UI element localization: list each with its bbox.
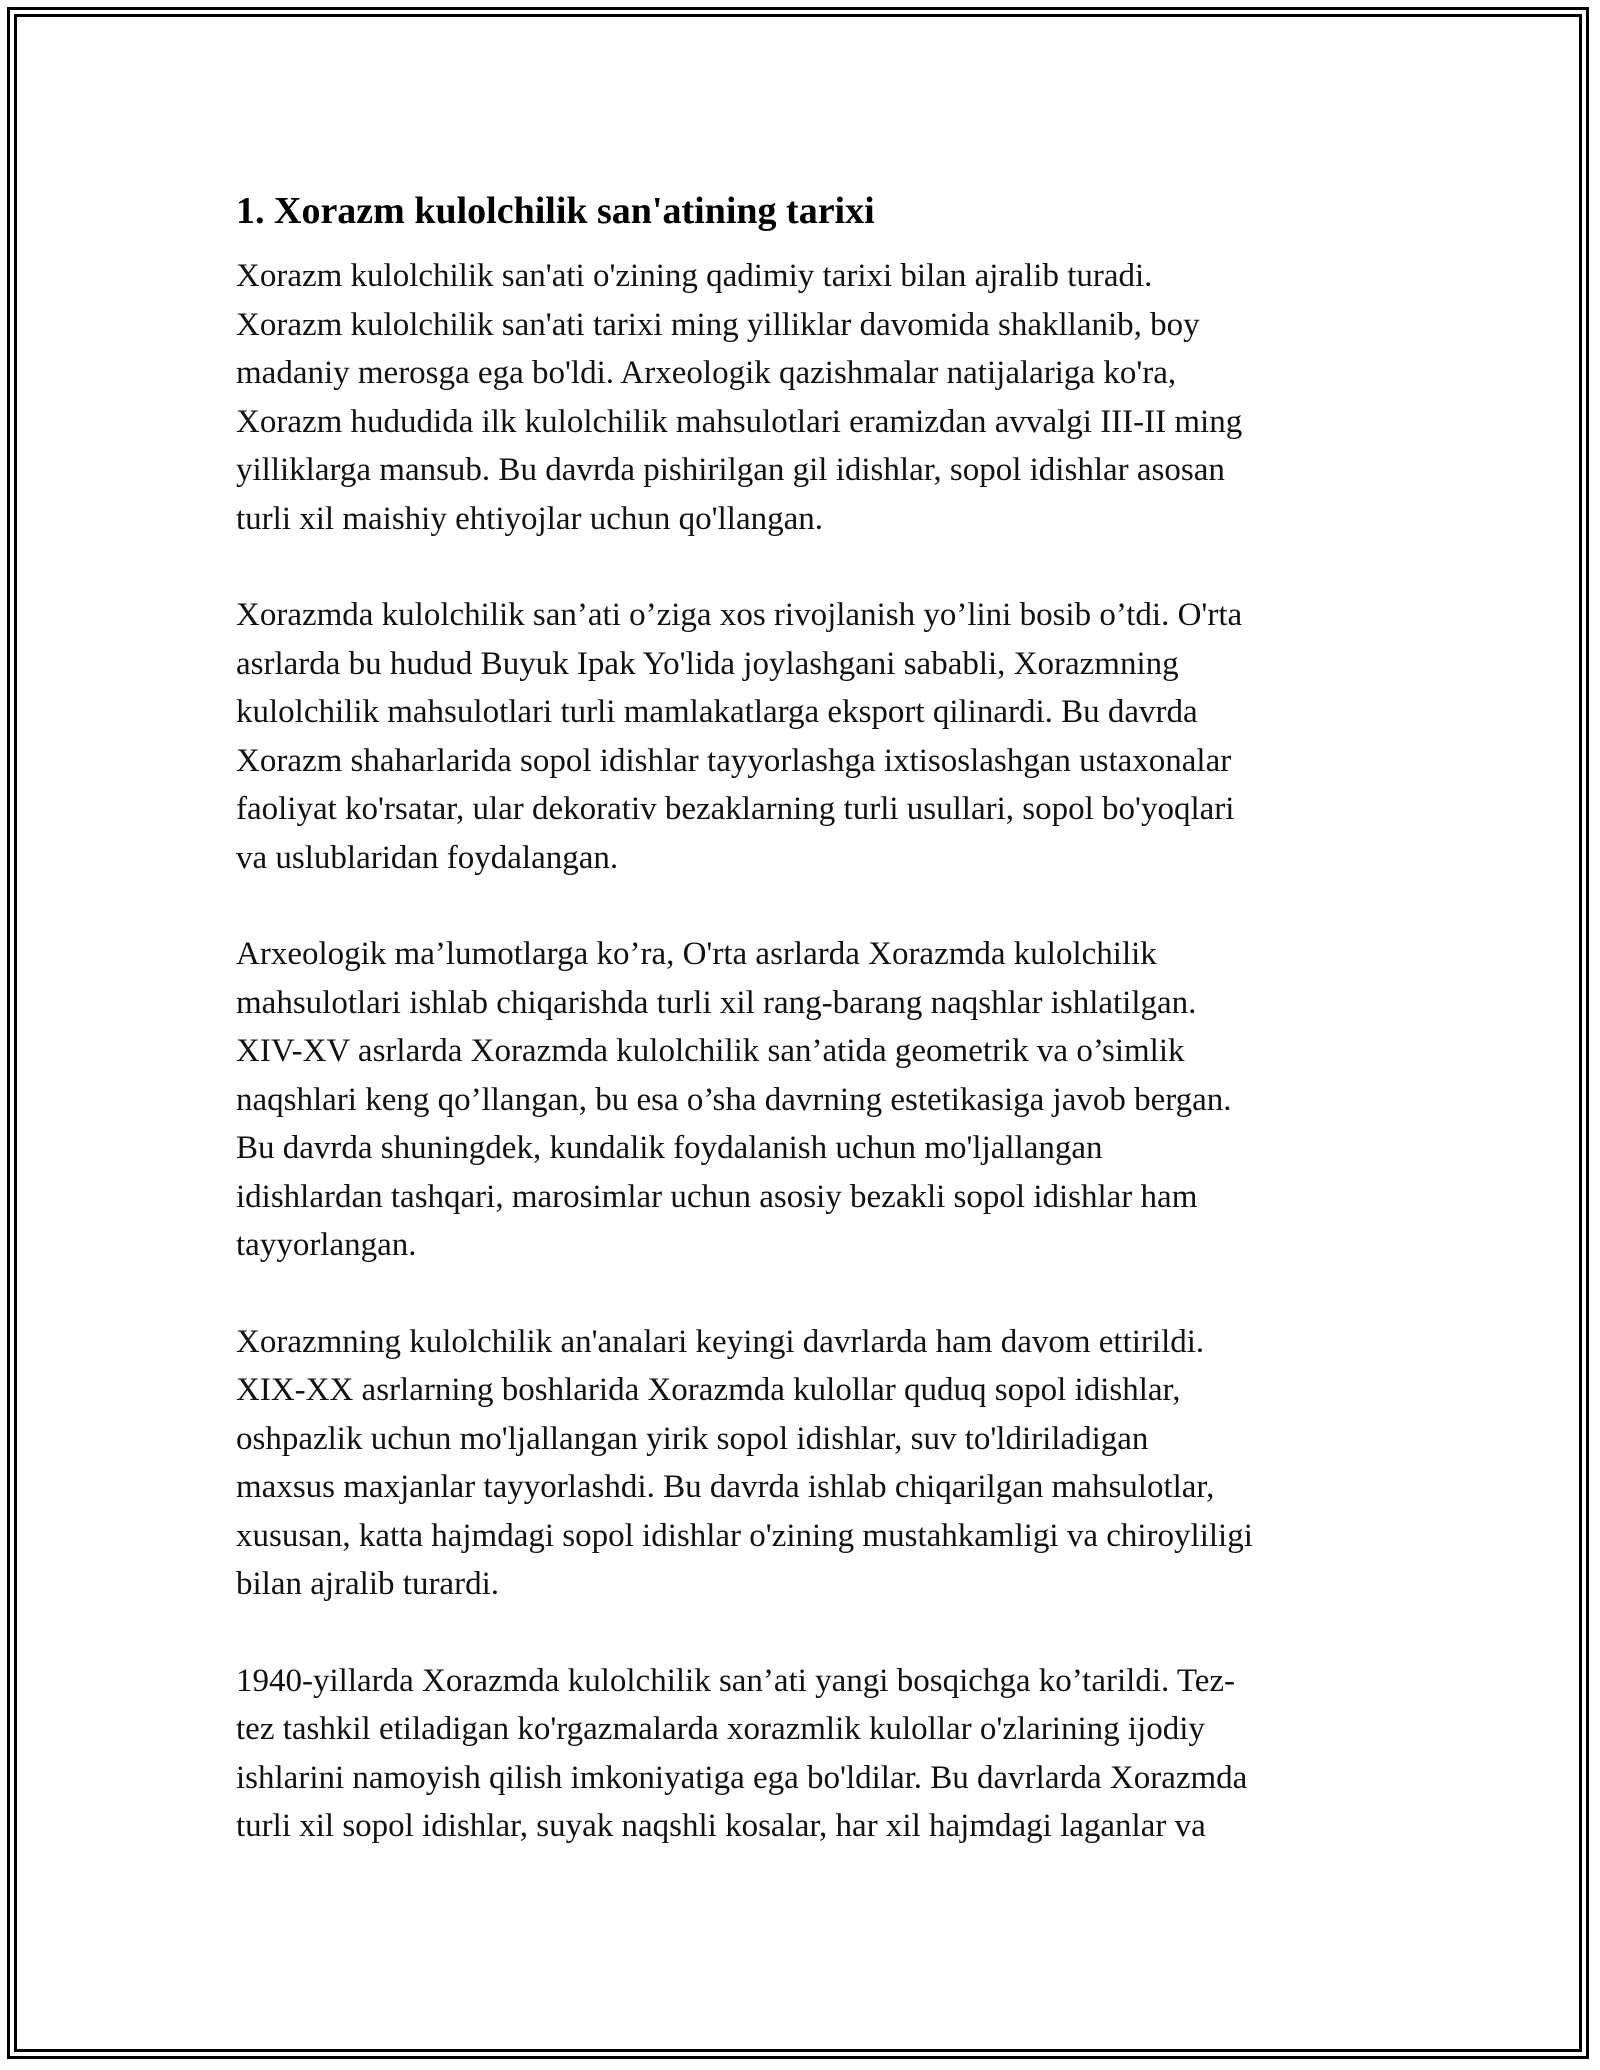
- document-body: [236, 186, 1376, 1851]
- paragraph-3: Arxeologik ma’lumotlarga ko’ra, O'rta asrlarda Xorazmda kulolchilik mahsulotlari ishlab chiqarishda turli xil rang-barang naqshlar ishlatilgan. XIV-XV asrlarda Xorazmda kulolchilik san’atida geometrik va o’simlik naqshlari keng qo’llangan, bu esa o’sha davrning estetikasiga javob bergan. Bu davrda shuningdek, kundalik foydalanish uchun mo'ljallangan idishlardan tashqari, marosimlar uchun asosiy bezakli sopol idishlar ham tayyorlangan.: [236, 936, 1232, 1263]
- paragraph-2: Xorazmda kulolchilik san’ati o’ziga xos rivojlanish yo’lini bosib o’tdi. O'rta asrlarda bu hudud Buyuk Ipak Yo'lida joylashgani sababli, Xorazmning kulolchilik mahsulotlari turli mamlakatlarga eksport qilinardi. Bu davrda Xorazm shaharlarida sopol idishlar tayyorlashga ixtisoslashgan ustaxonalar faoliyat ko'rsatar, ular dekorativ bezaklarning turli usullari, sopol bo'yoqlari va uslublaridan foydalangan.: [236, 597, 1243, 876]
- paragraph-5: 1940-yillarda Xorazmda kulolchilik san’ati yangi bosqichga ko’tarildi. Tez- tez tashkil etiladigan ko'rgazmalarda xorazmlik kulollar o'zlarining ijodiy ishlarini namoyish qilish imkoniyatiga ega bo'ldilar. Bu davrlarda Xorazmda turli xil sopol idishlar, suyak naqshli kosalar, har xil hajmdagi laganlar va: [236, 1662, 1248, 1844]
- paragraph-1: Xorazm kulolchilik san'ati o'zining qadimiy tarixi bilan ajralib turadi. Xorazm kulolchilik san'ati tarixi ming yilliklar davomida shakllanib, boy madaniy merosga ega bo'ldi. Arxeologik qazishmalar natijalariga ko'ra, Xorazm hududida ilk kulolchilik mahsulotlari eramizdan avvalgi III-II ming yilliklarga mansub. Bu davrda pishirilgan gil idishlar, sopol idishlar asosan turli xil maishiy ehtiyojlar uchun qo'llangan.: [236, 258, 1243, 537]
- paragraph-4: Xorazmning kulolchilik an'analari keyingi davrlarda ham davom ettirildi. XIX-XX asrlarning boshlarida Xorazmda kulollar quduq sopol idishlar, oshpazlik uchun mo'ljallangan yirik sopol idishlar, suv to'ldiriladigan maxsus maxjanlar tayyorlashdi. Bu davrda ishlab chiqarilgan mahsulotlar, xususan, katta hajmdagi sopol idishlar o'zining mustahkamligi va chiroyliligi bilan ajralib turardi.: [236, 1323, 1253, 1602]
- section-heading: 1. Xorazm kulolchilik san'atining tarixi: [236, 190, 875, 232]
